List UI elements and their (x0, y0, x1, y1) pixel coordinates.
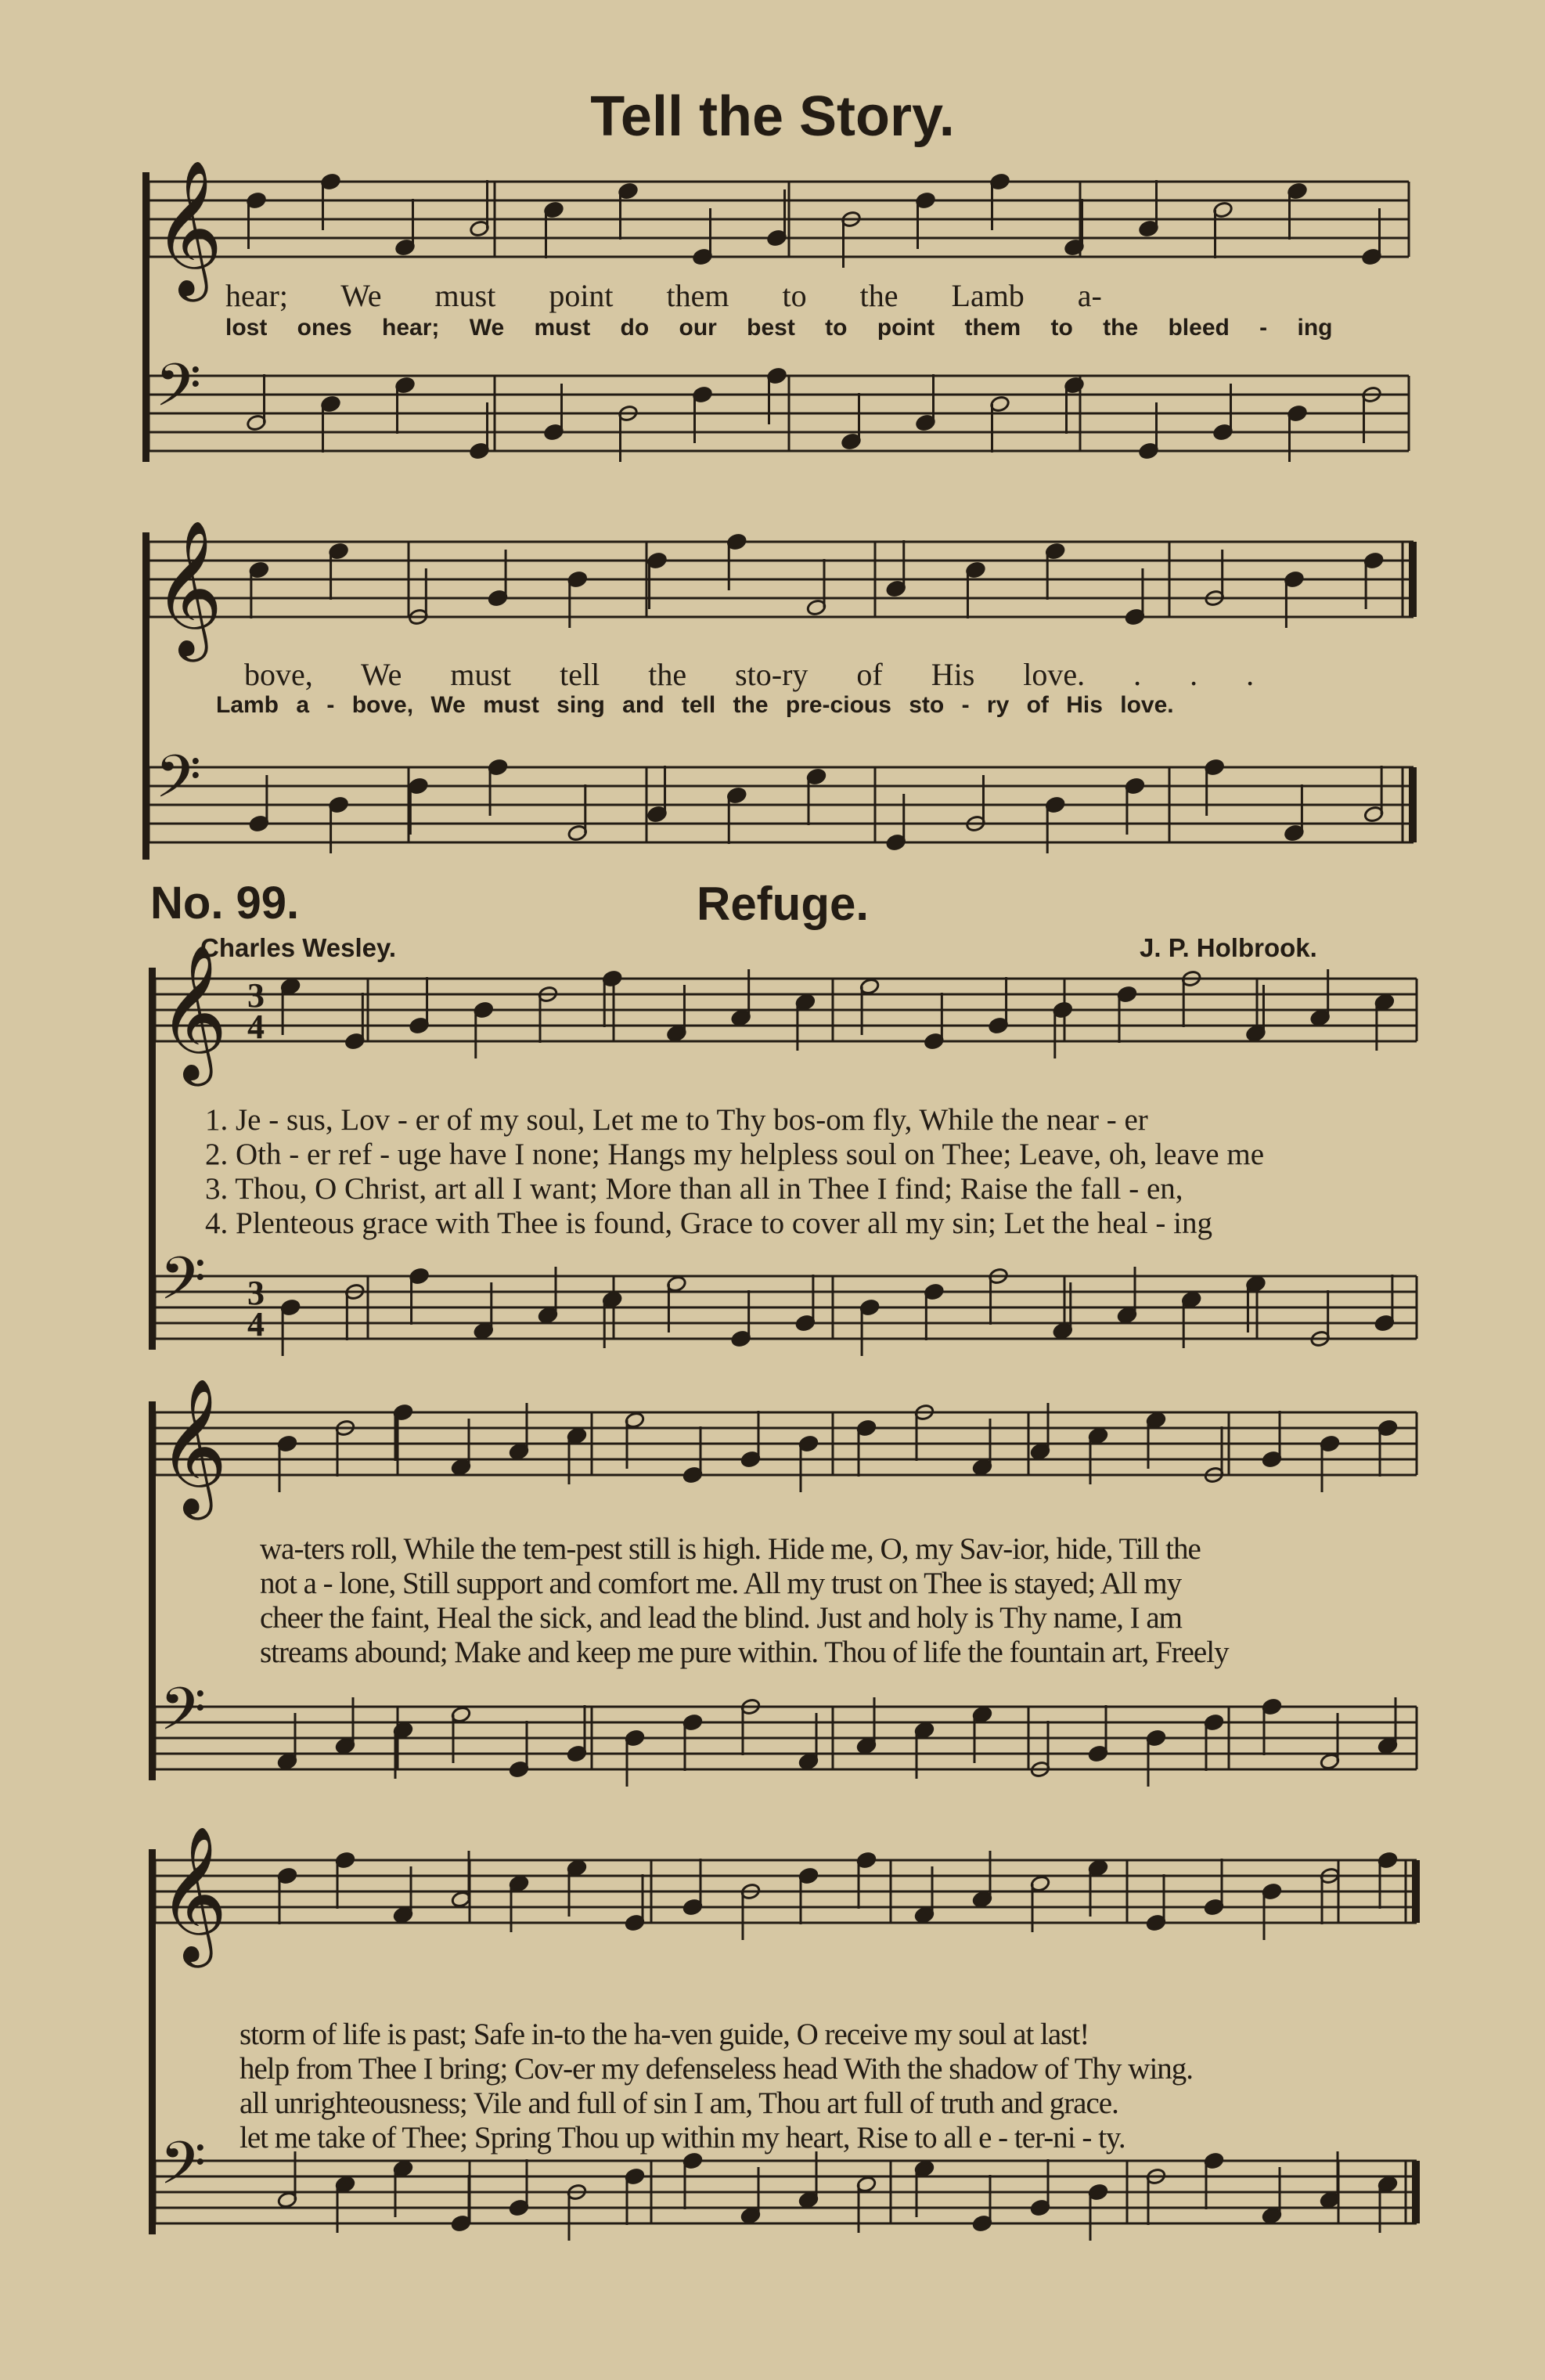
treble-clef-icon: 𝄞 (158, 1378, 228, 1514)
bass-clef-icon: 𝄢 (155, 350, 202, 435)
verse-line-3: 3. Thou, O Christ, art all I want; More than all in Thee I find; Raise the fall - en, (205, 1172, 1183, 1206)
final-bar-line (1409, 767, 1417, 842)
bass-clef-icon: 𝄢 (160, 1675, 207, 1758)
final-bar-line (1409, 542, 1417, 617)
verse-line-4: let me take of Thee; Spring Thou up within my heart, Rise to all e - ter-ni - ty. (239, 2121, 1125, 2155)
time-signature-top: 3 (247, 976, 265, 1015)
song-title: Tell the Story. (590, 85, 955, 148)
treble-clef-icon: 𝄞 (158, 1826, 228, 1962)
time-signature-bottom: 4 (247, 1008, 265, 1046)
verse-line-3: cheer the faint, Heal the sick, and lead the blind. Just and holy is Thy name, I am (260, 1601, 1183, 1635)
hymn-number: No. 99. (150, 878, 300, 929)
verse-line-1: storm of life is past; Safe in-to the ha-ven guide, O receive my soul at last! (239, 2018, 1089, 2051)
final-bar-line (1412, 2161, 1420, 2223)
lyricist-credit: Charles Wesley. (200, 933, 397, 962)
verse-line-4: streams abound; Make and keep me pure within. Thou of life the fountain art, Freely (260, 1635, 1229, 1669)
lyric-line: lost ones hear; We must do our best to point them to the bleed - ing (225, 315, 1333, 341)
verse-line-2: help from Thee I bring; Cov-er my defenseless head With the shadow of Thy wing. (239, 2052, 1194, 2086)
bass-clef-icon: 𝄢 (160, 2129, 207, 2212)
treble-clef-icon: 𝄞 (153, 160, 223, 296)
music-system-1 (0, 0, 1545, 861)
treble-clef-icon: 𝄞 (153, 520, 223, 656)
final-bar-line (1412, 1860, 1420, 1923)
verse-line-1: wa-ters roll, While the tem-pest still is high. Hide me, O, my Sav-ior, hide, Till the (260, 1532, 1201, 1566)
time-signature-bottom: 4 (247, 1305, 265, 1343)
lyric-line: Lamb a - bove, We must sing and tell the pre-cious sto - ry of His love. (216, 692, 1174, 718)
treble-clef-icon: 𝄞 (158, 944, 228, 1080)
verse-line-2: 2. Oth - er ref - uge have I none; Hangs my helpless soul on Thee; Leave, oh, leave me (205, 1138, 1265, 1171)
lyric-line: hear; We must point them to the Lamb a- (225, 278, 1102, 313)
verse-line-3: all unrighteousness; Vile and full of sin I am, Thou art full of truth and grace. (239, 2086, 1118, 2120)
verse-line-2: not a - lone, Still support and comfort me. All my trust on Thee is stayed; All my (260, 1567, 1182, 1600)
verse-line-1: 1. Je - sus, Lov - er of my soul, Let me to Thy bos-om fly, While the near - er (205, 1103, 1148, 1137)
bass-clef-icon: 𝄢 (155, 741, 202, 826)
time-signature-top: 3 (247, 1274, 265, 1312)
lyric-line: bove, We must tell the sto-ry of His love. . . . (244, 657, 1255, 692)
bass-clef-icon: 𝄢 (160, 1244, 207, 1328)
song-title: Refuge. (696, 878, 870, 930)
composer-credit: J. P. Holbrook. (1140, 933, 1317, 962)
verse-line-4: 4. Plenteous grace with Thee is found, Grace to cover all my sin; Let the heal - ing (205, 1206, 1212, 1240)
